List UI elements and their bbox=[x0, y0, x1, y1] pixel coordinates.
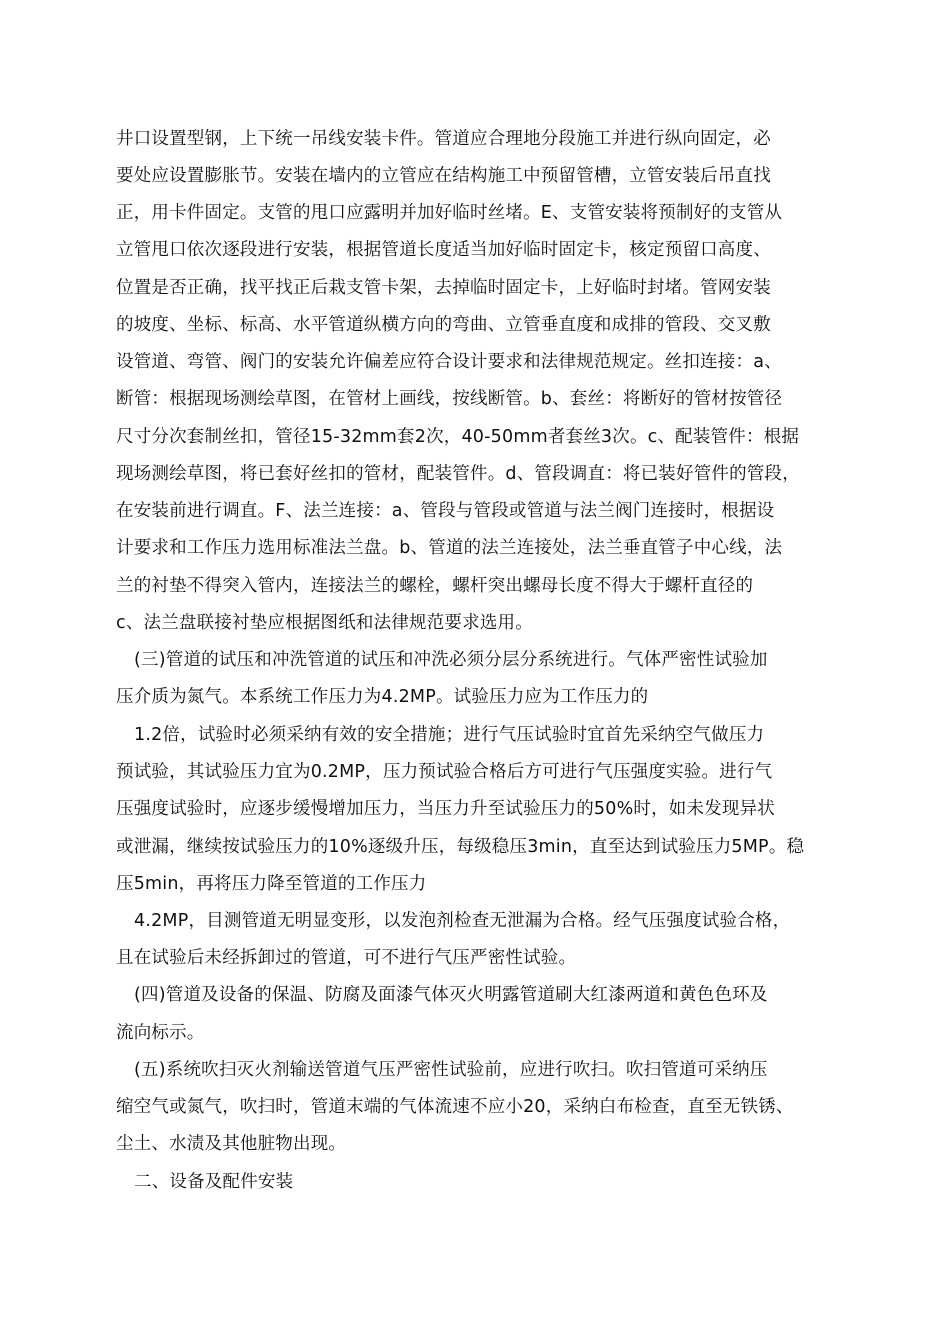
text-line: 压5min，再将压力降至管道的工作压力 bbox=[116, 874, 427, 894]
text-line: 的坡度、坐标、标高、水平管道纵横方向的弯曲、立管垂直度和成排的管段、交叉敷 bbox=[116, 315, 771, 335]
text-line: 兰的衬垫不得突入管内，连接法兰的螺栓，螺杆突出螺母长度不得大于螺杆直径的 bbox=[116, 576, 754, 596]
section-heading: 二、设备及配件安装 bbox=[134, 1172, 294, 1192]
text-line: 压强度试验时，应逐步缓慢增加压力，当压力升至试验压力的50%时，如未发现异状 bbox=[116, 799, 775, 819]
text-line: 立管甩口依次逐段进行安装，根据管道长度适当加好临时固定卡，核定预留口高度、 bbox=[116, 240, 771, 260]
text-line: 井口设置型钢，上下统一吊线安装卡件。管道应合理地分段施工并进行纵向固定，必 bbox=[116, 129, 771, 149]
text-line: 流向标示。 bbox=[116, 1023, 205, 1043]
text-line: 且在试验后未经拆卸过的管道，可不进行气压严密性试验。 bbox=[116, 948, 577, 968]
text-line: 设管道、弯管、阀门的安装允许偏差应符合设计要求和法律规范规定。丝扣连接：a、 bbox=[116, 352, 782, 372]
text-line: 在安装前进行调直。F、法兰连接：a、管段与管段或管道与法兰阀门连接时，根据设 bbox=[116, 501, 775, 521]
text-line: 缩空气或氮气，吹扫时，管道末端的气体流速不应小20，采纳白布检查，直至无铁锈、 bbox=[116, 1097, 794, 1117]
text-line: 现场测绘草图，将已套好丝扣的管材，配装管件。d、管段调直：将已装好管件的管段， bbox=[116, 464, 800, 484]
text-line: (四)管道及设备的保温、防腐及面漆气体灭火明露管道刷大红漆两道和黄色色环及 bbox=[134, 985, 768, 1005]
text-line: 压介质为氮气。本系统工作压力为4.2MP。试验压力应为工作压力的 bbox=[116, 687, 649, 707]
text-line: 正，用卡件固定。支管的甩口应露明并加好临时丝堵。E、支管安装将预制好的支管从 bbox=[116, 203, 783, 223]
text-line: 1.2倍，试验时必须采纳有效的安全措施；进行气压试验时宜首先采纳空气做压力 bbox=[134, 725, 765, 745]
text-line: 尘土、水渍及其他脏物出现。 bbox=[116, 1134, 347, 1154]
text-line: 计要求和工作压力选用标准法兰盘。b、管道的法兰连接处，法兰垂直管子中心线，法 bbox=[116, 538, 783, 558]
text-line: 或泄漏，继续按试验压力的10%逐级升压，每级稳压3min，直至达到试验压力5MP。稳 bbox=[116, 837, 805, 857]
text-line: 断管：根据现场测绘草图，在管材上画线，按线断管。b、套丝：将断好的管材按管径 bbox=[116, 389, 783, 409]
text-line: 位置是否正确，找平找正后栽支管卡架，去掉临时固定卡，上好临时封堵。管网安装 bbox=[116, 278, 771, 298]
text-line: 预试验，其试验压力宜为0.2MP，压力预试验合格后方可进行气压强度实验。进行气 bbox=[116, 762, 773, 782]
text-line: (五)系统吹扫灭火剂输送管道气压严密性试验前，应进行吹扫。吹扫管道可采纳压 bbox=[134, 1060, 768, 1080]
text-line: 4.2MP，目测管道无明显变形，以发泡剂检查无泄漏为合格。经气压强度试验合格， bbox=[134, 911, 791, 931]
text-line: 要处应设置膨胀节。安装在墙内的立管应在结构施工中预留管槽，立管安装后吊直找 bbox=[116, 166, 771, 186]
text-line: c、法兰盘联接衬垫应根据图纸和法律规范要求选用。 bbox=[116, 613, 533, 633]
text-line: 尺寸分次套制丝扣，管径15-32mm套2次，40-50mm者套丝3次。c、配装管件：根据 bbox=[116, 427, 800, 447]
text-line: (三)管道的试压和冲洗管道的试压和冲洗必须分层分系统进行。气体严密性试验加 bbox=[134, 650, 768, 670]
